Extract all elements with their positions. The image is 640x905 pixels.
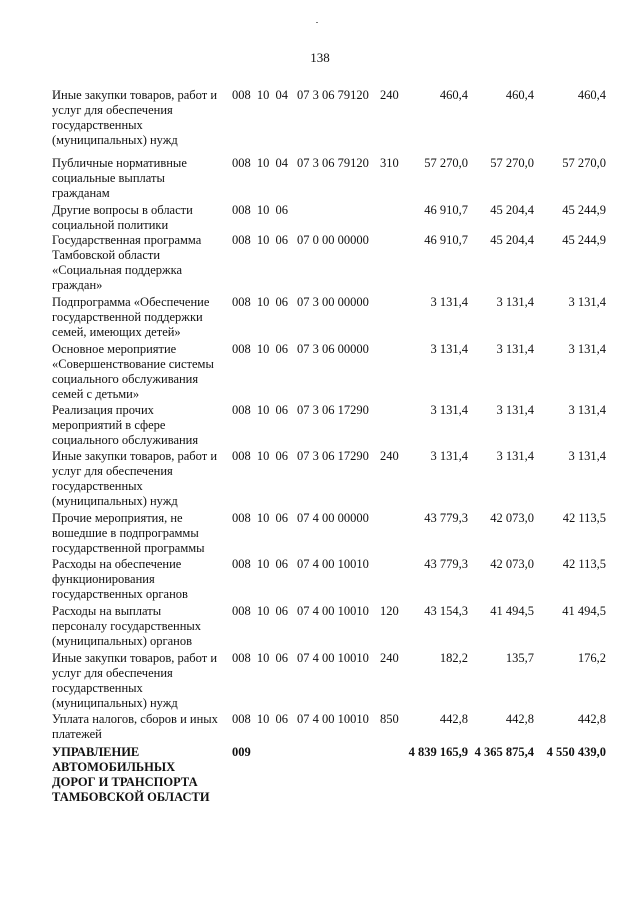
- amount-v2019: 3 131,4: [430, 449, 468, 463]
- row-classification-code: [232, 712, 288, 727]
- amount-v2021: 3 131,4: [568, 403, 606, 417]
- budget-table: [0, 88, 640, 815]
- row-classification-code: [232, 651, 288, 666]
- scan-mark: [316, 22, 318, 23]
- subsection-code: 06: [275, 342, 288, 356]
- row-name: Подпрограмма «Обеспечение государственной поддержки семей, имеющих детей»: [52, 295, 210, 339]
- section-code: 10: [256, 712, 270, 726]
- section-code: 10: [256, 203, 270, 217]
- amount-v2020: 42 073,0: [490, 557, 534, 571]
- row-classification-code: [232, 342, 288, 357]
- ved-code: 008: [232, 449, 251, 463]
- row-name: Публичные нормативные социальные выплаты гражданам: [52, 156, 187, 200]
- ved-code: 008: [232, 156, 251, 170]
- amount-v2020: 41 494,5: [490, 604, 534, 618]
- table-row: [0, 203, 640, 233]
- target-article-code: 07 4 00 10010: [297, 712, 369, 726]
- target-article-code: 07 3 06 17290: [297, 449, 369, 463]
- table-row: [0, 511, 640, 557]
- ved-code: 008: [232, 651, 251, 665]
- amount-v2020: 3 131,4: [496, 449, 534, 463]
- target-article-code: 07 3 06 17290: [297, 403, 369, 417]
- ved-code: 008: [232, 233, 251, 247]
- amount-v2020: 45 204,4: [490, 203, 534, 217]
- section-code: 10: [256, 403, 270, 417]
- table-row: [0, 403, 640, 449]
- subsection-code: 06: [275, 449, 288, 463]
- amount-v2019: 43 154,3: [424, 604, 468, 618]
- row-classification-code: [232, 511, 288, 526]
- section-code: 10: [256, 342, 270, 356]
- row-name: Иные закупки товаров, работ и услуг для обеспечения государственных (муниципальных) нужд: [52, 449, 218, 508]
- target-article-code: 07 3 06 79120: [297, 88, 369, 102]
- table-row: [0, 342, 640, 403]
- subsection-code: 06: [275, 203, 288, 217]
- subsection-code: 04: [275, 88, 288, 102]
- ved-code: 008: [232, 604, 251, 618]
- amount-v2021: 460,4: [577, 88, 606, 102]
- amount-v2021: 176,2: [577, 651, 606, 665]
- amount-v2021: 42 113,5: [562, 511, 606, 525]
- subsection-code: 06: [275, 651, 288, 665]
- ved-code: 008: [232, 295, 251, 309]
- target-article-code: 07 4 00 10010: [297, 604, 369, 618]
- section-code: 10: [256, 449, 270, 463]
- row-classification-code: [232, 604, 288, 619]
- amount-v2021: 3 131,4: [568, 449, 606, 463]
- amount-v2020: 42 073,0: [490, 511, 534, 525]
- expense-type-code: 240: [380, 651, 399, 665]
- row-name: Иные закупки товаров, работ и услуг для обеспечения государственных (муниципальных) нужд: [52, 651, 218, 710]
- expense-type-code: 120: [380, 604, 399, 618]
- section-code: 10: [256, 557, 270, 571]
- amount-v2020: 460,4: [505, 88, 534, 102]
- amount-v2021: 41 494,5: [562, 604, 606, 618]
- row-classification-code: [232, 203, 288, 218]
- target-article-code: 07 0 00 00000: [297, 233, 369, 247]
- table-row: [0, 557, 640, 604]
- amount-v2020: 57 270,0: [490, 156, 534, 170]
- amount-v2020: 3 131,4: [496, 295, 534, 309]
- table-row: [0, 712, 640, 745]
- amount-v2019: 3 131,4: [430, 295, 468, 309]
- amount-v2019: 57 270,0: [424, 156, 468, 170]
- table-row: [0, 233, 640, 295]
- row-name: Иные закупки товаров, работ и услуг для обеспечения государственных (муниципальных) нужд: [52, 88, 218, 147]
- subsection-code: 06: [275, 604, 288, 618]
- amount-v2019: 46 910,7: [424, 203, 468, 217]
- amount-v2020: 442,8: [505, 712, 534, 726]
- ved-code: 008: [232, 342, 251, 356]
- expense-type-code: 240: [380, 449, 399, 463]
- amount-v2021: 3 131,4: [568, 342, 606, 356]
- expense-type-code: 240: [380, 88, 399, 102]
- subsection-code: 06: [275, 295, 288, 309]
- subsection-code: 04: [275, 156, 288, 170]
- ved-code: 008: [232, 403, 251, 417]
- ved-code: 009: [232, 745, 251, 759]
- row-name: Прочие мероприятия, не вошедшие в подпрограммы государственной программы: [52, 511, 205, 555]
- table-row: [0, 745, 640, 815]
- amount-v2019: 43 779,3: [424, 557, 468, 571]
- subsection-code: 06: [275, 511, 288, 525]
- row-classification-code: [232, 403, 288, 418]
- amount-v2021: 42 113,5: [562, 557, 606, 571]
- expense-type-code: 850: [380, 712, 399, 726]
- amount-v2019: 442,8: [439, 712, 468, 726]
- amount-v2019: 43 779,3: [424, 511, 468, 525]
- section-code: 10: [256, 604, 270, 618]
- section-code: 10: [256, 88, 270, 102]
- subsection-code: 06: [275, 557, 288, 571]
- expense-type-code: 310: [380, 156, 399, 170]
- row-classification-code: [232, 557, 288, 572]
- amount-v2019: 460,4: [439, 88, 468, 102]
- ved-code: 008: [232, 712, 251, 726]
- section-code: 10: [256, 233, 270, 247]
- target-article-code: 07 3 06 79120: [297, 156, 369, 170]
- target-article-code: 07 4 00 10010: [297, 557, 369, 571]
- ved-code: 008: [232, 203, 251, 217]
- section-code: 10: [256, 511, 270, 525]
- section-code: 10: [256, 156, 270, 170]
- amount-v2021: 57 270,0: [562, 156, 606, 170]
- target-article-code: 07 4 00 00000: [297, 511, 369, 525]
- table-row: [0, 156, 640, 203]
- page-number: 138: [310, 50, 330, 65]
- section-code: 10: [256, 295, 270, 309]
- amount-v2019: 3 131,4: [430, 403, 468, 417]
- amount-v2020: 45 204,4: [490, 233, 534, 247]
- row-name: Реализация прочих мероприятий в сфере социального обслуживания: [52, 403, 199, 447]
- target-article-code: 07 3 00 00000: [297, 295, 369, 309]
- amount-v2020: 135,7: [505, 651, 534, 665]
- ved-code: 008: [232, 511, 251, 525]
- row-name: УПРАВЛЕНИЕ АВТОМОБИЛЬНЫХ ДОРОГ И ТРАНСПОРТА ТАМБОВСКОЙ ОБЛАСТИ: [52, 745, 210, 804]
- table-row: [0, 449, 640, 511]
- row-name: Расходы на обеспечение функционирования государственных органов: [52, 557, 188, 601]
- row-classification-code: [232, 156, 288, 171]
- amount-v2020: 4 365 875,4: [474, 745, 534, 759]
- table-row: [0, 88, 640, 156]
- row-classification-code: [232, 449, 288, 464]
- row-classification-code: [232, 745, 251, 760]
- amount-v2019: 3 131,4: [430, 342, 468, 356]
- amount-v2021: 3 131,4: [568, 295, 606, 309]
- row-name: Расходы на выплаты персоналу государственных (муниципальных) органов: [52, 604, 202, 648]
- row-classification-code: [232, 233, 288, 248]
- ved-code: 008: [232, 88, 251, 102]
- row-name: Государственная программа Тамбовской области «Социальная поддержка граждан»: [52, 233, 202, 292]
- amount-v2019: 182,2: [439, 651, 468, 665]
- amount-v2019: 46 910,7: [424, 233, 468, 247]
- row-classification-code: [232, 295, 288, 310]
- subsection-code: 06: [275, 712, 288, 726]
- amount-v2020: 3 131,4: [496, 403, 534, 417]
- table-row: [0, 604, 640, 651]
- section-code: 10: [256, 651, 270, 665]
- amount-v2021: 45 244,9: [562, 203, 606, 217]
- subsection-code: 06: [275, 233, 288, 247]
- subsection-code: 06: [275, 403, 288, 417]
- ved-code: 008: [232, 557, 251, 571]
- amount-v2019: 4 839 165,9: [408, 745, 468, 759]
- amount-v2021: 45 244,9: [562, 233, 606, 247]
- amount-v2020: 3 131,4: [496, 342, 534, 356]
- row-name: Другие вопросы в области социальной политики: [52, 203, 193, 232]
- row-name: Уплата налогов, сборов и иных платежей: [52, 712, 218, 741]
- table-row: [0, 295, 640, 342]
- amount-v2021: 442,8: [577, 712, 606, 726]
- row-classification-code: [232, 88, 288, 103]
- table-row: [0, 651, 640, 712]
- amount-v2021: 4 550 439,0: [546, 745, 606, 759]
- target-article-code: 07 4 00 10010: [297, 651, 369, 665]
- target-article-code: 07 3 06 00000: [297, 342, 369, 356]
- row-name: Основное мероприятие «Совершенствование системы социального обслуживания семей с детьми»: [52, 342, 214, 401]
